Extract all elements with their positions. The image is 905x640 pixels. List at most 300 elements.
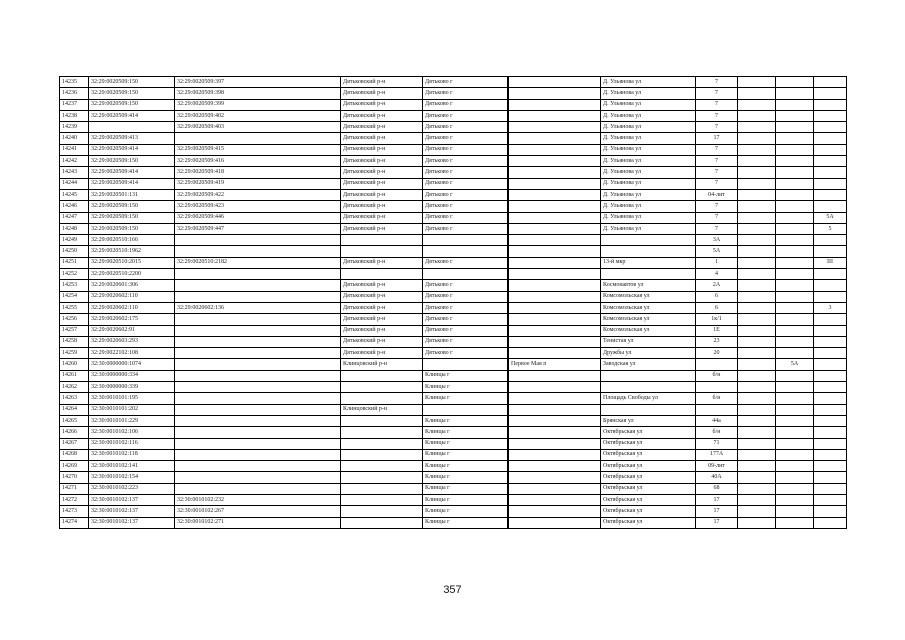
cell-settlement [509,167,601,178]
cell-cadastral-parent: 32:29:0020602:175 [89,314,175,325]
cell-cadastral-number [175,483,341,494]
cell-street: Тенистая ул [601,336,696,347]
cell-row-number: 14269 [60,461,89,472]
cell-structure [776,517,814,528]
table-row [60,382,847,393]
table-row [60,302,847,313]
cell-cadastral-parent: 32:30:0010102:141 [89,461,175,472]
cell-cadastral-parent: 32:30:0010102:154 [89,472,175,483]
cell-city: Дятьково г [423,325,508,336]
cell-structure [776,449,814,460]
cell-city: Дятьково г [423,189,508,200]
cell-city: Дятьково г [423,348,508,359]
table-row [60,110,847,121]
cell-cadastral-number: 32:30:0010102:271 [175,517,341,528]
cell-apartment [814,122,847,133]
cell-row-number: 14238 [60,110,89,121]
cell-apartment [814,461,847,472]
cell-building [738,280,776,291]
cell-settlement [509,88,601,99]
cell-structure [776,77,814,88]
cell-settlement [509,246,601,257]
cell-row-number: 14258 [60,336,89,347]
cell-city: Дятьково г [423,212,508,223]
cell-building [738,494,776,505]
cell-cadastral-number: 32:29:0020509:446 [175,212,341,223]
cell-settlement [509,449,601,460]
cell-cadastral-parent: 32:30:0010102:137 [89,517,175,528]
cell-city [423,359,508,370]
cell-apartment [814,404,847,415]
cell-cadastral-number: 32:29:0020509:399 [175,99,341,110]
cell-city: Дятьково г [423,178,508,189]
cell-district: Дятьковский р-н [341,156,423,167]
cell-building [738,246,776,257]
cell-row-number: 14236 [60,88,89,99]
cell-settlement [509,494,601,505]
cell-apartment [814,483,847,494]
cell-row-number: 14251 [60,257,89,268]
cell-street: Д. Ульянова ул [601,88,696,99]
cell-house-number: 7 [696,88,738,99]
cell-cadastral-number [175,393,341,404]
cell-row-number: 14270 [60,472,89,483]
cell-house-number: 7 [696,122,738,133]
cell-city: Дятьково г [423,280,508,291]
cell-street: Д. Ульянова ул [601,223,696,234]
cell-building [738,506,776,517]
cell-cadastral-number: 32:30:0010102:232 [175,494,341,505]
cell-house-number: 177А [696,449,738,460]
cell-city: Дятьково г [423,223,508,234]
table-row [60,133,847,144]
cell-settlement [509,178,601,189]
cell-street: Октябрьская ул [601,506,696,517]
cell-building [738,472,776,483]
table-row [60,144,847,155]
table-row [60,212,847,223]
cell-cadastral-parent: 32:29:0020509:413 [89,133,175,144]
cell-cadastral-number [175,325,341,336]
cell-cadastral-number [175,427,341,438]
cell-apartment: III [814,257,847,268]
cell-district [341,483,423,494]
cell-cadastral-parent: 32:29:0020601:306 [89,280,175,291]
cell-district: Дятьковский р-н [341,133,423,144]
cell-row-number: 14266 [60,427,89,438]
cell-apartment [814,178,847,189]
cell-structure [776,156,814,167]
cell-structure [776,280,814,291]
cell-district [341,382,423,393]
cell-structure [776,189,814,200]
cell-house-number: 4 [696,269,738,280]
cell-building [738,449,776,460]
cell-city [423,269,508,280]
cell-city: Дятьково г [423,88,508,99]
table-row [60,348,847,359]
cell-street: Комсомольская ул [601,302,696,313]
cell-settlement [509,257,601,268]
cell-cadastral-number: 32:29:0020509:416 [175,156,341,167]
cell-apartment [814,77,847,88]
cell-cadastral-number [175,472,341,483]
cell-settlement [509,461,601,472]
cell-district: Дятьковский р-н [341,257,423,268]
cell-building [738,517,776,528]
cell-house-number: 17 [696,506,738,517]
cell-cadastral-parent: 32:29:0020509:414 [89,110,175,121]
table-row [60,235,847,246]
cell-district: Дятьковский р-н [341,223,423,234]
cell-cadastral-number [175,133,341,144]
cell-district [341,494,423,505]
cell-district: Дятьковский р-н [341,212,423,223]
cell-house-number: 17 [696,494,738,505]
cell-house-number: 09-лит [696,461,738,472]
cell-cadastral-number [175,461,341,472]
cell-settlement [509,325,601,336]
cell-structure [776,269,814,280]
table-row [60,291,847,302]
cell-cadastral-parent: 32:29:0020602:110 [89,291,175,302]
cell-district [341,427,423,438]
cell-city: Дятьково г [423,99,508,110]
cell-city: Дятьково г [423,291,508,302]
cell-settlement [509,302,601,313]
table-body [60,77,847,529]
cell-building [738,201,776,212]
cell-street: Д. Ульянова ул [601,99,696,110]
cell-district [341,517,423,528]
cell-cadastral-parent: 32:29:0020509:150 [89,88,175,99]
cell-street: Площадь Свободы ул [601,393,696,404]
cell-apartment [814,517,847,528]
cell-district [341,415,423,426]
cell-house-number [696,382,738,393]
cell-building [738,438,776,449]
cell-city: Клинцы г [423,494,508,505]
cell-cadastral-number: 32:29:0020509:418 [175,167,341,178]
cell-house-number: 6 [696,302,738,313]
cell-structure: 5А [776,359,814,370]
cell-apartment [814,427,847,438]
cell-street: Октябрьская ул [601,472,696,483]
cell-district [341,461,423,472]
cell-building [738,359,776,370]
cell-cadastral-parent: 32:30:0000000:334 [89,370,175,381]
table-row [60,461,847,472]
cell-row-number: 14257 [60,325,89,336]
cell-row-number: 14261 [60,370,89,381]
cell-house-number: 7 [696,77,738,88]
cell-cadastral-parent: 32:29:0020509:150 [89,223,175,234]
cell-street: Д. Ульянова ул [601,189,696,200]
cell-street: Д. Ульянова ул [601,212,696,223]
cell-settlement [509,77,601,88]
cell-cadastral-parent: 32:29:0020509:150 [89,99,175,110]
cell-district: Дятьковский р-н [341,201,423,212]
cell-city: Клинцы г [423,382,508,393]
cell-district [341,472,423,483]
cell-structure [776,415,814,426]
cell-row-number: 14262 [60,382,89,393]
table-row [60,494,847,505]
cell-building [738,122,776,133]
cell-street: Комсомольская ул [601,325,696,336]
cell-cadastral-parent: 32:29:0020509:150 [89,201,175,212]
cell-cadastral-number: 32:29:0020509:397 [175,77,341,88]
cell-structure [776,167,814,178]
cell-cadastral-number [175,291,341,302]
cell-row-number: 14271 [60,483,89,494]
cell-street: Д. Ульянова ул [601,133,696,144]
cell-street: Октябрьская ул [601,461,696,472]
table-row [60,483,847,494]
cell-structure [776,506,814,517]
cell-street [601,370,696,381]
cell-apartment [814,370,847,381]
cell-street: Д. Ульянова ул [601,178,696,189]
table-row [60,246,847,257]
cell-building [738,348,776,359]
cell-street: Октябрьская ул [601,449,696,460]
cell-settlement [509,348,601,359]
cell-cadastral-parent: 32:29:0020509:414 [89,144,175,155]
cell-house-number: 7 [696,99,738,110]
cell-apartment: 5А [814,212,847,223]
cell-building [738,77,776,88]
cell-cadastral-parent: 32:29:0022102:108 [89,348,175,359]
cell-house-number: 5А [696,246,738,257]
cell-house-number: 04-лит [696,189,738,200]
cell-building [738,336,776,347]
cell-city: Дятьково г [423,122,508,133]
cell-cadastral-number [175,449,341,460]
cell-street: Д. Ульянова ул [601,110,696,121]
cell-city: Клинцы г [423,506,508,517]
cell-structure [776,483,814,494]
table-row [60,156,847,167]
cell-house-number: 7 [696,144,738,155]
cell-cadastral-number: 32:29:0020602:136 [175,302,341,313]
cell-row-number: 14247 [60,212,89,223]
cell-building [738,382,776,393]
cell-district [341,506,423,517]
cell-row-number: 14255 [60,302,89,313]
cell-row-number: 14263 [60,393,89,404]
cell-apartment [814,189,847,200]
cell-apartment [814,110,847,121]
cell-city: Клинцы г [423,461,508,472]
cell-structure [776,88,814,99]
cell-row-number: 14253 [60,280,89,291]
cell-house-number: 7 [696,223,738,234]
cell-city: Клинцы г [423,415,508,426]
cell-settlement [509,212,601,223]
cell-street [601,404,696,415]
cell-structure [776,201,814,212]
table-row [60,404,847,415]
cell-settlement [509,393,601,404]
cell-settlement [509,370,601,381]
table-row [60,336,847,347]
cell-row-number: 14267 [60,438,89,449]
cell-house-number: 17 [696,133,738,144]
cell-row-number: 14254 [60,291,89,302]
cell-house-number: 3А [696,235,738,246]
cell-city: Клинцы г [423,517,508,528]
cell-apartment [814,144,847,155]
table-row [60,438,847,449]
cell-settlement [509,415,601,426]
cell-apartment [814,133,847,144]
cell-structure [776,382,814,393]
cell-cadastral-number: 32:29:0020509:403 [175,122,341,133]
cell-structure [776,122,814,133]
cell-structure [776,404,814,415]
cell-street: Д. Ульянова ул [601,201,696,212]
cell-settlement [509,235,601,246]
cell-apartment [814,269,847,280]
cell-city: Дятьково г [423,144,508,155]
cell-street: Заводская ул [601,359,696,370]
cell-structure [776,348,814,359]
cell-district: Клинцовский р-н [341,359,423,370]
cell-cadastral-number [175,246,341,257]
cell-building [738,302,776,313]
cell-cadastral-parent: 32:29:0020510:2200 [89,269,175,280]
cell-apartment [814,156,847,167]
cell-street: Комсомольская ул [601,291,696,302]
cell-structure [776,133,814,144]
table-row [60,77,847,88]
cell-street [601,382,696,393]
cell-cadastral-number [175,415,341,426]
table-row [60,325,847,336]
cell-district: Дятьковский р-н [341,348,423,359]
cell-street: Октябрьская ул [601,483,696,494]
cell-building [738,325,776,336]
cell-structure [776,110,814,121]
cell-district: Дятьковский р-н [341,99,423,110]
cell-street [601,246,696,257]
cell-cadastral-parent: 32:29:0020510:2015 [89,257,175,268]
cell-building [738,99,776,110]
cell-street: Д. Ульянова ул [601,77,696,88]
cell-settlement [509,427,601,438]
cell-apartment [814,246,847,257]
cell-district: Дятьковский р-н [341,314,423,325]
cell-apartment: 5 [814,223,847,234]
cell-cadastral-parent: 32:29:0020509:414 [89,178,175,189]
cell-house-number: 1 [696,257,738,268]
cell-house-number [696,404,738,415]
cell-cadastral-parent: 32:29:0020602:91 [89,325,175,336]
cell-city [423,246,508,257]
cell-structure [776,212,814,223]
cell-row-number: 14260 [60,359,89,370]
cell-structure [776,325,814,336]
cell-row-number: 14264 [60,404,89,415]
cell-house-number: 7 [696,178,738,189]
cell-cadastral-number [175,269,341,280]
cell-apartment [814,201,847,212]
cell-district [341,370,423,381]
cell-house-number: 6 [696,291,738,302]
cell-settlement [509,517,601,528]
cell-apartment [814,336,847,347]
cell-district: Дятьковский р-н [341,167,423,178]
cell-cadastral-parent: 32:30:0010101:202 [89,404,175,415]
cell-building [738,223,776,234]
cell-city: Дятьково г [423,257,508,268]
cell-settlement [509,483,601,494]
cell-apartment [814,167,847,178]
cell-settlement [509,189,601,200]
cell-apartment [814,235,847,246]
cell-structure [776,99,814,110]
cell-building [738,212,776,223]
cell-settlement [509,99,601,110]
cell-structure [776,438,814,449]
cell-building [738,88,776,99]
cell-cadastral-number: 32:29:0020509:415 [175,144,341,155]
cell-district [341,393,423,404]
cell-house-number: 44а [696,415,738,426]
cell-row-number: 14259 [60,348,89,359]
cell-house-number: 7 [696,110,738,121]
cell-settlement [509,269,601,280]
cell-settlement [509,314,601,325]
cell-city [423,404,508,415]
cell-row-number: 14268 [60,449,89,460]
cell-settlement [509,291,601,302]
cell-district: Дятьковский р-н [341,88,423,99]
cell-district: Дятьковский р-н [341,302,423,313]
cell-row-number: 14249 [60,235,89,246]
cell-city: Клинцы г [423,472,508,483]
cell-building [738,291,776,302]
table-row [60,201,847,212]
cell-building [738,483,776,494]
cell-cadastral-parent: 32:29:0020510:1962 [89,246,175,257]
cell-house-number: 2А [696,280,738,291]
cell-house-number: 20 [696,348,738,359]
cell-building [738,189,776,200]
cell-house-number: 23 [696,336,738,347]
cell-house-number: 40А [696,472,738,483]
cell-city: Дятьково г [423,201,508,212]
cell-cadastral-number [175,235,341,246]
cell-city: Дятьково г [423,336,508,347]
cell-city: Клинцы г [423,370,508,381]
cell-cadastral-parent: 32:30:0010102:116 [89,438,175,449]
cell-structure [776,370,814,381]
cell-structure [776,257,814,268]
cell-city: Клинцы г [423,449,508,460]
cell-row-number: 14241 [60,144,89,155]
table-row [60,122,847,133]
cell-cadastral-parent: 32:29:0020509:150 [89,212,175,223]
cell-building [738,235,776,246]
cell-city: Дятьково г [423,302,508,313]
table-row [60,427,847,438]
cell-row-number: 14252 [60,269,89,280]
cell-house-number: 1Е [696,325,738,336]
cell-cadastral-parent: 32:30:0010102:137 [89,494,175,505]
cell-city: Клинцы г [423,393,508,404]
